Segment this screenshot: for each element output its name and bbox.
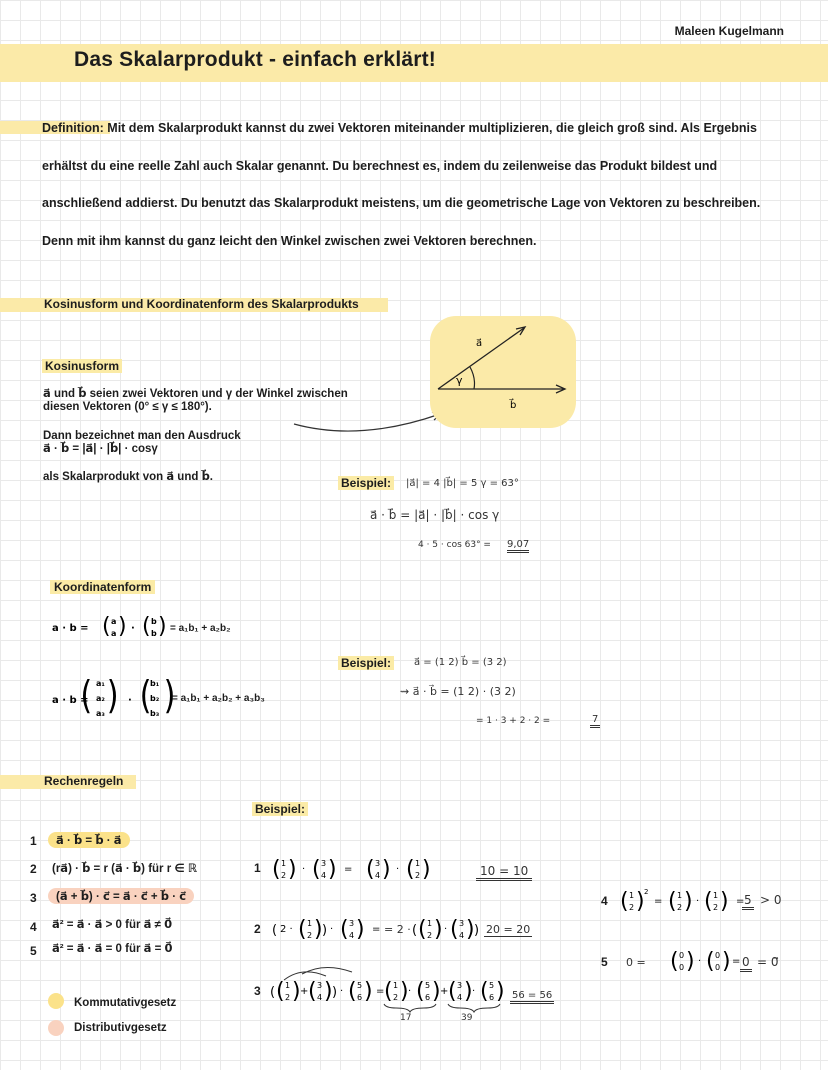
svg-text:·: · xyxy=(408,986,412,997)
svg-text:): ) xyxy=(434,917,443,942)
svg-text:=: = xyxy=(654,896,663,907)
svg-text:): ) xyxy=(322,923,328,938)
svg-text:): ) xyxy=(163,673,176,718)
kosinus-line-1: a⃗ und b⃗ seien zwei Vektoren und γ der Winkel zwischen xyxy=(43,388,348,400)
svg-text:6: 6 xyxy=(425,993,431,1002)
svg-text:3: 3 xyxy=(349,919,355,928)
example-rule-5-number: 5 xyxy=(601,955,608,969)
svg-text:3: 3 xyxy=(375,859,381,868)
example2-step1: ⇝ a⃗ · b⃗ = (1 2) · (3 2) xyxy=(400,685,516,698)
svg-text:(: ( xyxy=(340,917,349,942)
svg-text:(: ( xyxy=(142,614,151,639)
svg-text:=: = xyxy=(736,896,745,907)
example-rule-2-number: 2 xyxy=(254,922,261,936)
example2-label: Beispiel: xyxy=(338,656,394,670)
example-rule-1-vectors xyxy=(270,852,450,888)
kosinus-line-3: Dann bezeichnet man den Ausdruck xyxy=(43,430,241,442)
svg-text:a · b =: a · b = xyxy=(52,623,89,634)
svg-text:): ) xyxy=(364,979,373,1004)
definition-label: Definition: xyxy=(42,121,104,135)
angle-gamma-label: γ xyxy=(456,374,463,387)
svg-text:(: ( xyxy=(416,979,425,1004)
svg-text:·: · xyxy=(698,956,702,967)
svg-text:): ) xyxy=(324,979,333,1004)
legend-commutative: Kommutativgesetz xyxy=(74,997,177,1009)
example1-label: Beispiel: xyxy=(338,476,394,490)
svg-text:2: 2 xyxy=(629,903,635,912)
svg-text:4: 4 xyxy=(317,993,323,1002)
legend-dot-commutative xyxy=(48,993,64,1009)
svg-text:2: 2 xyxy=(393,993,399,1002)
svg-text:4: 4 xyxy=(459,931,465,940)
svg-text:=: = xyxy=(732,956,741,967)
svg-text:0: 0 xyxy=(679,963,685,972)
svg-text:(: ( xyxy=(139,673,152,718)
svg-text:+: + xyxy=(300,986,309,997)
svg-text:2: 2 xyxy=(281,871,287,880)
example-rule-3-under-2: 39 xyxy=(461,1013,473,1023)
svg-text:a₁: a₁ xyxy=(96,679,105,688)
example-rule-2-right xyxy=(412,912,482,948)
svg-text:): ) xyxy=(288,857,297,882)
svg-text:b₂: b₂ xyxy=(150,694,160,703)
svg-text:a₃: a₃ xyxy=(96,709,105,718)
svg-text:): ) xyxy=(474,923,480,938)
rule-5: a⃗² = a⃗ · a⃗ = 0 für a⃗ = 0⃗ xyxy=(52,943,173,955)
svg-text:5: 5 xyxy=(489,981,495,990)
kosinus-line-2: diesen Vektoren (0° ≤ γ ≤ 180°). xyxy=(43,401,212,413)
rule-2: (ra⃗) · b⃗ = r (a⃗ · b⃗) für r ∈ ℝ xyxy=(52,863,198,875)
svg-text:4: 4 xyxy=(349,931,355,940)
svg-text:b: b xyxy=(151,617,157,626)
example2-step2: = 1 · 3 + 2 · 2 = xyxy=(476,716,551,726)
example-rule-3-under-1: 17 xyxy=(400,1013,412,1023)
svg-text:(: ( xyxy=(272,923,278,938)
svg-text:(: ( xyxy=(620,889,629,914)
svg-text:): ) xyxy=(636,889,645,914)
definition-text: Mit dem Skalarprodukt kannst du zwei Vektoren miteinander multiplizieren, die gleich groß sind. Als Ergebnis erhältst du eine reelle Zahl auch Skalar genannt. Du berechnest es, indem du zeilenweise das Produkt bildest und anschließend addierst. Du benutzt das Skalarprodukt meistens, um die geometrische Lage von Vektoren zu beschreiben. Denn mit ihm kannst du ganz leicht den Winkel zwischen zwei Vektoren berechnen. xyxy=(42,121,761,248)
svg-text:4: 4 xyxy=(375,871,381,880)
kosinus-heading: Kosinusform xyxy=(42,359,122,373)
svg-text:(: ( xyxy=(80,673,93,718)
svg-text:6: 6 xyxy=(357,993,363,1002)
svg-text:a₂: a₂ xyxy=(96,694,105,703)
svg-text:): ) xyxy=(686,949,695,974)
svg-text:·: · xyxy=(131,623,135,634)
example-rule-1-result: 10 = 10 xyxy=(476,864,532,881)
svg-text:a: a xyxy=(111,629,117,638)
vector-a-label: a⃗ xyxy=(476,338,483,349)
svg-text:): ) xyxy=(466,917,475,942)
svg-text:(: ( xyxy=(312,857,321,882)
rule-4-number: 4 xyxy=(30,920,37,934)
svg-text:3: 3 xyxy=(457,981,463,990)
example1-formula: a⃗ · b⃗ = |a⃗| · |b⃗| · cos γ xyxy=(370,508,500,522)
svg-text:1: 1 xyxy=(629,891,635,900)
author-name: Maleen Kugelmann xyxy=(674,24,784,38)
svg-text:2: 2 xyxy=(644,888,649,896)
svg-text:2: 2 xyxy=(713,903,719,912)
example1-result: 9,07 xyxy=(507,539,529,553)
svg-text:(: ( xyxy=(412,923,418,938)
svg-text:(: ( xyxy=(276,979,285,1004)
svg-text:+: + xyxy=(440,986,449,997)
curved-arrow xyxy=(290,400,450,440)
svg-text:): ) xyxy=(118,614,127,639)
svg-text:(: ( xyxy=(704,889,713,914)
svg-text:): ) xyxy=(684,889,693,914)
svg-text:): ) xyxy=(158,614,167,639)
page-title: Das Skalarprodukt - einfach erklärt! xyxy=(74,48,436,71)
formula-3d-result: = a₁b₁ + a₂b₂ + a₃b₃ xyxy=(172,693,265,704)
example-rule-5-start: 0 = xyxy=(626,956,646,969)
svg-text:1: 1 xyxy=(307,919,313,928)
svg-text:6: 6 xyxy=(489,993,495,1002)
svg-text:): ) xyxy=(720,889,729,914)
svg-text:(: ( xyxy=(272,857,281,882)
example-rule-4-result: 5 xyxy=(742,893,754,910)
svg-text:(: ( xyxy=(448,979,457,1004)
example-rule-4-number: 4 xyxy=(601,894,608,908)
svg-text:): ) xyxy=(496,979,505,1004)
example-rule-5-result: 0 xyxy=(740,955,752,972)
svg-text:(: ( xyxy=(348,979,357,1004)
svg-text:·: · xyxy=(696,896,700,907)
rule-3-number: 3 xyxy=(30,891,37,905)
svg-text:·: · xyxy=(472,986,476,997)
svg-text:3: 3 xyxy=(321,859,327,868)
svg-text:·: · xyxy=(444,924,448,935)
svg-text:4: 4 xyxy=(321,871,327,880)
svg-text:): ) xyxy=(382,857,391,882)
svg-text:=: = xyxy=(344,864,353,875)
svg-text:1: 1 xyxy=(677,891,683,900)
svg-text:(: ( xyxy=(308,979,317,1004)
svg-text:a · b =: a · b = xyxy=(52,695,89,706)
legend-distributive: Distributivgesetz xyxy=(74,1022,167,1034)
rules-example-label: Beispiel: xyxy=(252,802,308,816)
svg-text:0: 0 xyxy=(715,963,721,972)
example2-given: a⃗ = (1 2) b⃗ = (3 2) xyxy=(414,657,507,668)
svg-text:(: ( xyxy=(480,979,489,1004)
svg-text:): ) xyxy=(356,917,365,942)
svg-text:2: 2 xyxy=(677,903,683,912)
example-rule-4-tail: > 0 xyxy=(760,893,782,907)
svg-text:(: ( xyxy=(298,917,307,942)
svg-text:): ) xyxy=(106,673,119,718)
example-rule-4-vectors xyxy=(618,884,758,918)
svg-text:1: 1 xyxy=(713,891,719,900)
svg-text:b₁: b₁ xyxy=(150,679,160,688)
svg-text:(: ( xyxy=(102,614,111,639)
example-rule-5-vectors xyxy=(668,944,744,978)
definition-paragraph xyxy=(42,110,794,260)
svg-text:3: 3 xyxy=(459,919,465,928)
svg-text:): ) xyxy=(328,857,337,882)
rule-3: (a⃗ + b⃗) · c⃗ = a⃗ · c⃗ + b⃗ · c⃗ xyxy=(48,888,194,904)
formula-2d xyxy=(50,610,270,646)
example-rule-2-result: 20 = 20 xyxy=(486,923,531,936)
svg-text:): ) xyxy=(332,985,338,1000)
svg-text:): ) xyxy=(432,979,441,1004)
svg-text:2: 2 xyxy=(285,993,291,1002)
legend-dot-distributive xyxy=(48,1020,64,1036)
svg-text:5: 5 xyxy=(357,981,363,990)
svg-text:5: 5 xyxy=(425,981,431,990)
svg-text:1: 1 xyxy=(285,981,291,990)
svg-text:(: ( xyxy=(418,917,427,942)
svg-text:2: 2 xyxy=(307,931,313,940)
svg-text:·: · xyxy=(330,924,334,935)
svg-text:a: a xyxy=(111,617,117,626)
svg-text:(: ( xyxy=(406,857,415,882)
svg-text:(: ( xyxy=(706,949,715,974)
koordinaten-heading: Koordinatenform xyxy=(50,580,155,594)
svg-text:0: 0 xyxy=(715,951,721,960)
svg-text:2 ·: 2 · xyxy=(280,924,293,935)
vector-b-label: b⃗ xyxy=(510,400,517,411)
svg-text:=: = xyxy=(372,924,381,935)
rule-2-number: 2 xyxy=(30,862,37,876)
rule-1: a⃗ · b⃗ = b⃗ · a⃗ xyxy=(48,832,130,848)
kosinus-line-5: als Skalarprodukt von a⃗ und b⃗. xyxy=(43,471,213,483)
svg-text:(: ( xyxy=(668,889,677,914)
svg-text:1: 1 xyxy=(415,859,421,868)
svg-text:): ) xyxy=(464,979,473,1004)
example-rule-3-number: 3 xyxy=(254,984,261,998)
svg-text:·: · xyxy=(396,864,400,875)
svg-text:): ) xyxy=(722,949,731,974)
example-rule-5-tail: = 0⃗ xyxy=(757,955,779,969)
vector-diagram xyxy=(430,316,580,428)
svg-text:4: 4 xyxy=(457,993,463,1002)
kosinus-formula: a⃗ · b⃗ = |a⃗| · |b⃗| · cosγ xyxy=(43,443,158,455)
svg-text:0: 0 xyxy=(679,951,685,960)
svg-text:1: 1 xyxy=(427,919,433,928)
rule-5-number: 5 xyxy=(30,944,37,958)
example1-calc: 4 · 5 · cos 63° = xyxy=(418,540,491,550)
svg-text:): ) xyxy=(292,979,301,1004)
svg-text:): ) xyxy=(422,857,431,882)
svg-text:(: ( xyxy=(384,979,393,1004)
svg-text:b: b xyxy=(151,629,157,638)
svg-text:(: ( xyxy=(366,857,375,882)
section-heading-forms: Kosinusform und Koordinatenform des Skalarprodukts xyxy=(44,297,359,311)
svg-text:·: · xyxy=(128,695,132,706)
example1-given: |a⃗| = 4 |b⃗| = 5 γ = 63° xyxy=(406,478,519,489)
svg-text:): ) xyxy=(314,917,323,942)
formula-2d-result: = a₁b₁ + a₂b₂ xyxy=(170,623,231,634)
svg-text:): ) xyxy=(400,979,409,1004)
example-rule-2-left xyxy=(270,912,390,948)
svg-text:(: ( xyxy=(670,949,679,974)
svg-text:1: 1 xyxy=(281,859,287,868)
svg-text:(: ( xyxy=(450,917,459,942)
rechenregeln-heading: Rechenregeln xyxy=(44,774,124,788)
svg-text:2: 2 xyxy=(415,871,421,880)
svg-text:3: 3 xyxy=(317,981,323,990)
example2-result: 7 xyxy=(590,714,600,728)
example-rule-3-result: 56 = 56 xyxy=(510,990,554,1004)
svg-text:·: · xyxy=(340,986,344,997)
svg-text:(: ( xyxy=(270,985,276,1000)
svg-text:·: · xyxy=(302,864,306,875)
svg-text:2: 2 xyxy=(427,931,433,940)
svg-text:b₃: b₃ xyxy=(150,709,160,718)
svg-text:1: 1 xyxy=(393,981,399,990)
rule-4: a⃗² = a⃗ · a⃗ > 0 für a⃗ ≠ 0⃗ xyxy=(52,919,173,931)
svg-text:=: = xyxy=(376,986,385,997)
example-rule-2-mid: = 2 · xyxy=(384,923,411,936)
rule-1-number: 1 xyxy=(30,834,37,848)
example-rule-1-number: 1 xyxy=(254,861,261,875)
